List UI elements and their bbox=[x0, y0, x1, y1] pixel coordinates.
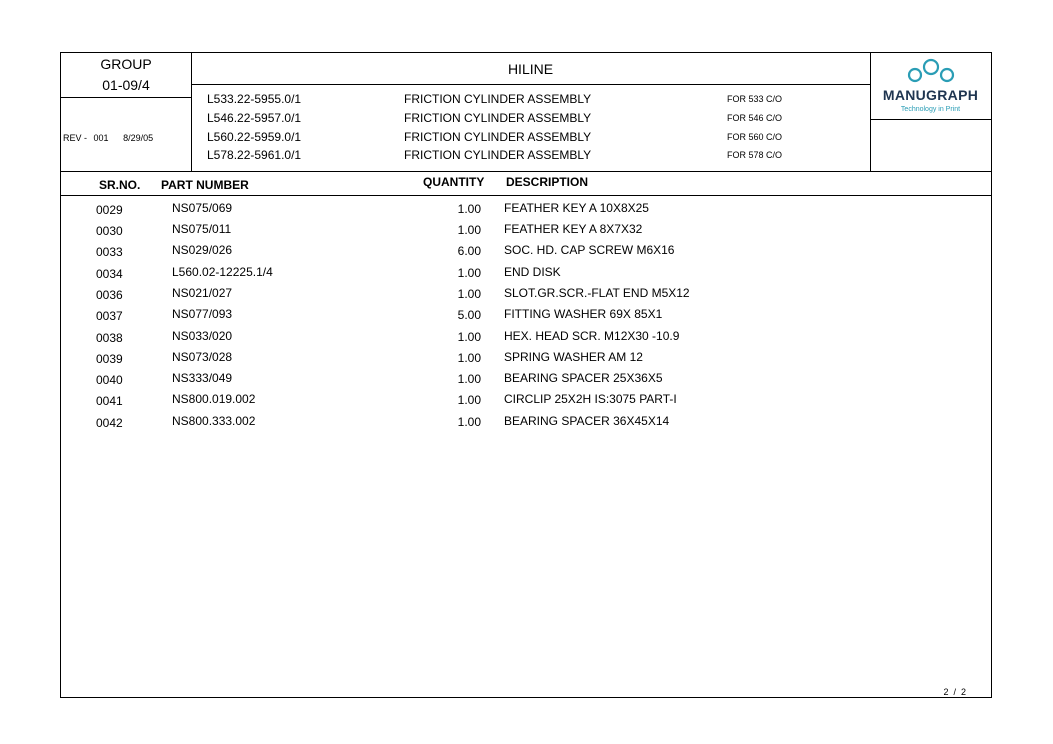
table-row bbox=[61, 243, 991, 264]
assembly-part: L578.22-5961.0/1 bbox=[207, 148, 302, 162]
cell-part-number: NS075/011 bbox=[172, 222, 232, 236]
cell-description: END DISK bbox=[504, 265, 561, 279]
company-logo bbox=[870, 53, 991, 119]
cell-description: FEATHER KEY A 8X7X32 bbox=[504, 222, 643, 236]
assembly-part: L546.22-5957.0/1 bbox=[207, 111, 302, 125]
cell-description: BEARING SPACER 25X36X5 bbox=[504, 371, 663, 385]
table-row bbox=[61, 286, 991, 307]
document-frame bbox=[60, 52, 992, 698]
divider bbox=[61, 171, 991, 172]
cell-quantity: 6.00 bbox=[457, 244, 481, 258]
cell-quantity: 1.00 bbox=[457, 202, 481, 216]
cell-srno: 0034 bbox=[96, 267, 123, 281]
cell-quantity: 1.00 bbox=[457, 266, 481, 280]
table-row bbox=[61, 329, 991, 350]
rev-number: 001 bbox=[93, 133, 109, 143]
cell-quantity: 1.00 bbox=[457, 223, 481, 237]
assembly-list bbox=[207, 92, 867, 168]
cell-srno: 0030 bbox=[96, 224, 123, 238]
cell-part-number: NS800.333.002 bbox=[172, 414, 256, 428]
cell-srno: 0042 bbox=[96, 416, 123, 430]
cell-quantity: 1.00 bbox=[457, 393, 481, 407]
column-header-quantity: QUANTITY bbox=[423, 175, 485, 189]
cell-part-number: NS021/027 bbox=[172, 286, 233, 300]
assembly-name: FRICTION CYLINDER ASSEMBLY bbox=[404, 130, 592, 144]
cell-srno: 0036 bbox=[96, 288, 123, 302]
group-label: GROUP bbox=[100, 56, 152, 72]
cell-quantity: 1.00 bbox=[457, 351, 481, 365]
column-header-srno: SR.NO. bbox=[99, 178, 141, 192]
revision-info bbox=[63, 133, 153, 143]
cell-srno: 0029 bbox=[96, 203, 123, 217]
cell-part-number: NS033/020 bbox=[172, 329, 233, 343]
rev-label: REV - bbox=[63, 133, 88, 143]
cell-srno: 0037 bbox=[96, 309, 123, 323]
assembly-for: FOR 578 C/O bbox=[727, 150, 783, 160]
table-row bbox=[61, 350, 991, 371]
group-code: 01-09/4 bbox=[102, 77, 150, 93]
manugraph-logo-icon bbox=[901, 56, 961, 86]
cell-quantity: 1.00 bbox=[457, 372, 481, 386]
cell-description: CIRCLIP 25X2H IS:3075 PART-I bbox=[504, 392, 677, 406]
assembly-name: FRICTION CYLINDER ASSEMBLY bbox=[404, 148, 592, 162]
cell-srno: 0041 bbox=[96, 394, 123, 408]
cell-quantity: 1.00 bbox=[457, 415, 481, 429]
cell-description: FITTING WASHER 69X 85X1 bbox=[504, 307, 663, 321]
table-row bbox=[61, 201, 991, 222]
assembly-for: FOR 546 C/O bbox=[727, 113, 783, 123]
divider bbox=[61, 195, 991, 196]
brand-tagline: Technology in Print bbox=[900, 106, 961, 113]
cell-part-number: NS075/069 bbox=[172, 201, 233, 215]
cell-srno: 0040 bbox=[96, 373, 123, 387]
table-row bbox=[61, 371, 991, 392]
divider bbox=[191, 84, 870, 85]
cell-quantity: 1.00 bbox=[457, 287, 481, 301]
table-row bbox=[61, 414, 991, 435]
page-title: HILINE bbox=[507, 61, 554, 77]
cell-description: HEX. HEAD SCR. M12X30 -10.9 bbox=[504, 329, 680, 343]
cell-description: BEARING SPACER 36X45X14 bbox=[504, 414, 670, 428]
cell-srno: 0038 bbox=[96, 331, 123, 345]
cell-part-number: NS077/093 bbox=[172, 307, 233, 321]
cell-part-number: L560.02-12225.1/4 bbox=[172, 265, 273, 279]
table-row bbox=[61, 307, 991, 328]
cell-part-number: NS333/049 bbox=[172, 371, 233, 385]
cell-part-number: NS073/028 bbox=[172, 350, 233, 364]
brand-name: MANUGRAPH bbox=[882, 87, 979, 103]
table-row bbox=[61, 392, 991, 413]
table-row bbox=[61, 265, 991, 286]
cell-description: SOC. HD. CAP SCREW M6X16 bbox=[504, 243, 675, 257]
cell-description: FEATHER KEY A 10X8X25 bbox=[504, 201, 649, 215]
cell-srno: 0039 bbox=[96, 352, 123, 366]
cell-part-number: NS800.019.002 bbox=[172, 392, 256, 406]
column-header-description: DESCRIPTION bbox=[506, 175, 589, 189]
cell-srno: 0033 bbox=[96, 245, 123, 259]
cell-quantity: 1.00 bbox=[457, 330, 481, 344]
column-header-part-number: PART NUMBER bbox=[161, 178, 249, 192]
cell-description: SPRING WASHER AM 12 bbox=[504, 350, 643, 364]
assembly-for: FOR 560 C/O bbox=[727, 132, 783, 142]
divider bbox=[61, 97, 191, 98]
assembly-name: FRICTION CYLINDER ASSEMBLY bbox=[404, 111, 592, 125]
page-number: 2 / 2 bbox=[943, 687, 966, 697]
divider bbox=[870, 119, 991, 120]
table-row bbox=[61, 222, 991, 243]
cell-description: SLOT.GR.SCR.-FLAT END M5X12 bbox=[504, 286, 690, 300]
cell-quantity: 5.00 bbox=[457, 308, 481, 322]
assembly-name: FRICTION CYLINDER ASSEMBLY bbox=[404, 92, 592, 106]
assembly-for: FOR 533 C/O bbox=[727, 94, 783, 104]
assembly-part: L560.22-5959.0/1 bbox=[207, 130, 302, 144]
assembly-part: L533.22-5955.0/1 bbox=[207, 92, 302, 106]
cell-part-number: NS029/026 bbox=[172, 243, 233, 257]
rev-date: 8/29/05 bbox=[123, 133, 154, 143]
